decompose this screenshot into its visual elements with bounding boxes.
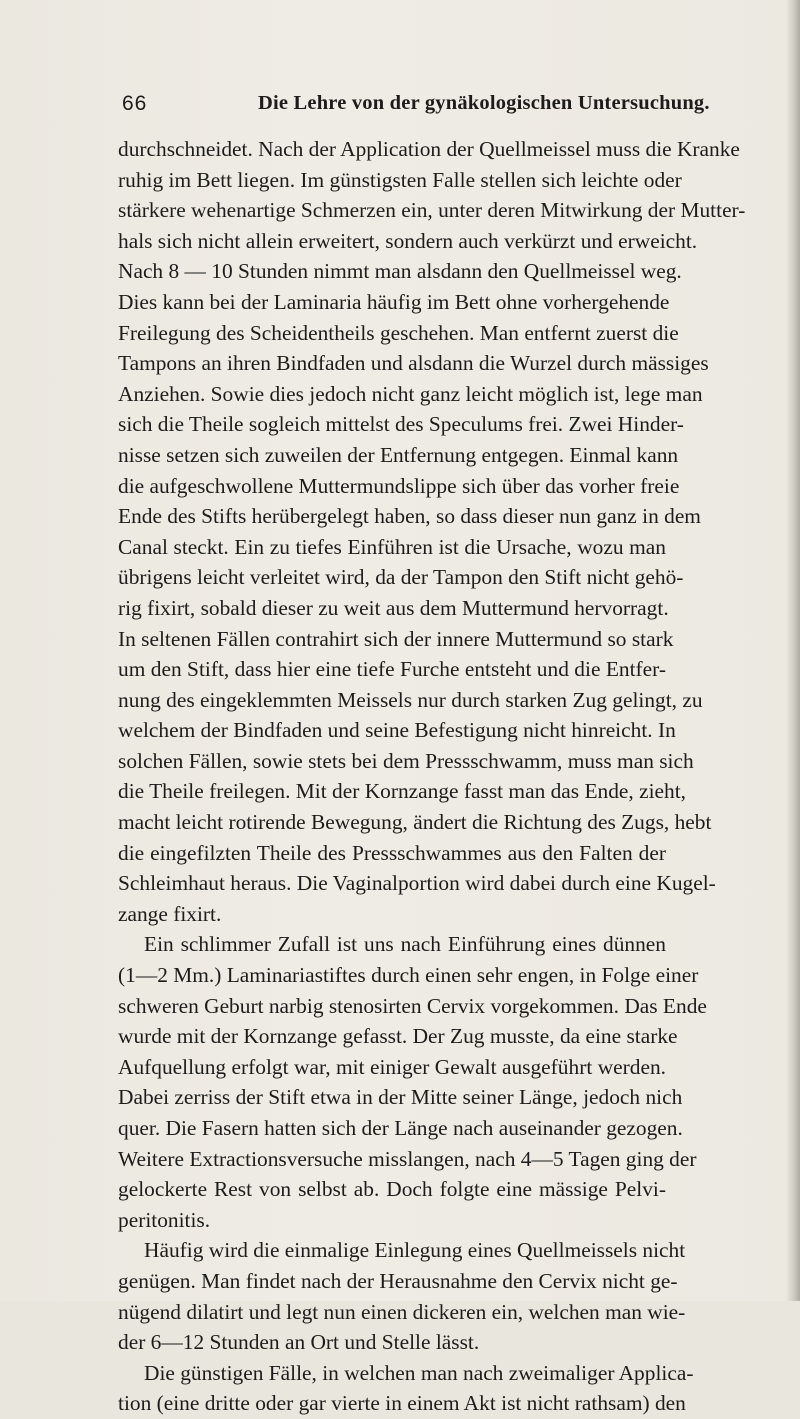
text-line: Aufquellung erfolgt war, mit einiger Gewalt ausgeführt werden. [118, 1054, 666, 1079]
text-line: (1—2 Mm.) Laminariastiftes durch einen sehr engen, in Folge einer [118, 963, 699, 988]
text-line: Die günstigen Fälle, in welchen man nach zweimaliger Applica- [144, 1360, 694, 1385]
text-line: rig fixirt, sobald dieser zu weit aus dem Muttermund hervorragt. [118, 595, 669, 620]
text-line: zange fixirt. [118, 901, 222, 926]
text-line: Häufig wird die einmalige Einlegung eines Quellmeissels nicht [144, 1238, 686, 1263]
text-line: wurde mit der Kornzange gefasst. Der Zug musste, da eine starke [118, 1024, 678, 1049]
text-line: Dabei zerriss der Stift etwa in der Mitte seiner Länge, jedoch nich [118, 1085, 683, 1110]
text-line: übrigens leicht verleitet wird, da der Tampon den Stift nicht gehö- [118, 565, 684, 590]
text-line: genügen. Man findet nach der Herausnahme den Cervix nicht ge- [118, 1268, 678, 1293]
text-line: nung des eingeklemmten Meissels nur durch starken Zug gelingt, zu [118, 687, 703, 712]
text-line: Nach 8 — 10 Stunden nimmt man alsdann den Quellmeissel weg. [118, 259, 682, 284]
page-header [122, 92, 710, 122]
text-line: In seltenen Fällen contrahirt sich der innere Muttermund so stark [118, 626, 674, 651]
text-line: peritonitis. [118, 1207, 211, 1232]
text-line: die aufgeschwollene Muttermundslippe sich über das vorher freie [118, 473, 680, 498]
text-line: macht leicht rotirende Bewegung, ändert die Richtung des Zugs, hebt [118, 810, 712, 835]
text-line: Dies kann bei der Laminaria häufig im Bett ohne vorhergehende [118, 289, 670, 314]
text-line: Freilegung des Scheidentheils geschehen. Man entfernt zuerst die [118, 320, 679, 345]
text-line: hals sich nicht allein erweitert, sondern auch verkürzt und erweicht. [118, 228, 698, 253]
page-number: 66 [122, 92, 148, 115]
text-line: Schleimhaut heraus. Die Vaginalportion wird dabei durch eine Kugel- [118, 871, 716, 896]
page-edge-shadow [786, 0, 800, 1301]
text-line: um den Stift, dass hier eine tiefe Furche entsteht und die Entfer- [118, 657, 666, 682]
text-line: nügend dilatirt und legt nun einen dickeren ein, welchen man wie- [118, 1299, 686, 1324]
text-line: durchschneidet. Nach der Application der Quellmeissel muss die Kranke [118, 137, 740, 161]
text-line: Canal steckt. Ein zu tiefes Einführen ist die Ursache, wozu man [118, 534, 666, 559]
text-line: solchen Fällen, sowie stets bei dem Pressschwamm, muss man sich [118, 748, 694, 773]
text-line: die eingefilzten Theile des Pressschwammes aus den Falten der [118, 840, 666, 865]
text-line: Anziehen. Sowie dies jedoch nicht ganz leicht möglich ist, lege man [118, 381, 703, 406]
text-line: die Theile freilegen. Mit der Kornzange fasst man das Ende, zieht, [118, 779, 687, 804]
text-line: nisse setzen sich zuweilen der Entfernung entgegen. Einmal kann [118, 442, 679, 467]
text-line: schweren Geburt narbig stenosirten Cervix vorgekommen. Das Ende [118, 993, 707, 1018]
text-line: quer. Die Fasern hatten sich der Länge nach auseinander gezogen. [118, 1116, 683, 1140]
text-line: Tampons an ihren Bindfaden und alsdann die Wurzel durch mässiges [118, 351, 709, 376]
running-title: Die Lehre von der gynäkologischen Untersuchung. [258, 92, 710, 114]
text-line: stärkere wehenartige Schmerzen ein, unter deren Mitwirkung der Mutter- [118, 198, 746, 223]
text-line: sich die Theile sogleich mittelst des Speculums frei. Zwei Hinder- [118, 412, 684, 437]
text-line: gelockerte Rest von selbst ab. Doch folgte eine mässige Pelvi- [118, 1177, 666, 1202]
text-line: Ende des Stifts herübergelegt haben, so dass dieser nun ganz in dem [118, 504, 701, 529]
body-text [118, 134, 746, 1419]
text-line: ruhig im Bett liegen. Im günstigsten Falle stellen sich leichte oder [118, 167, 682, 192]
text-line: Ein schlimmer Zufall ist uns nach Einführung eines dünnen [144, 932, 666, 957]
text-line: welchem der Bindfaden und seine Befestigung nicht hinreicht. In [118, 718, 676, 743]
text-line: tion (eine dritte oder gar vierte in einem Akt ist nicht rathsam) den [118, 1391, 686, 1416]
text-line: der 6—12 Stunden an Ort und Stelle lässt. [118, 1330, 480, 1355]
text-line: Weitere Extractionsversuche misslangen, nach 4—5 Tagen ging der [118, 1146, 697, 1171]
